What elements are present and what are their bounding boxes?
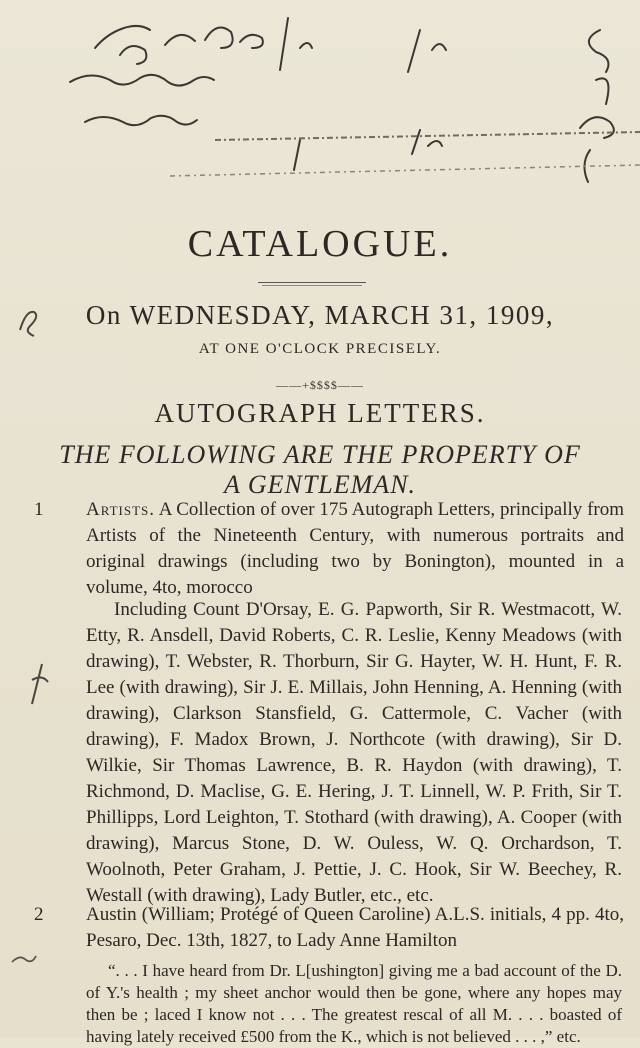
- margin-pencil-mark: [22, 660, 54, 710]
- margin-pencil-mark: [8, 950, 38, 970]
- lot-text: A.L.S. initials, 4 pp. 4to, Pesaro, Dec. 13th, 1827, to Lady Anne Hamilton: [86, 904, 624, 951]
- sale-date: On WEDNESDAY, MARCH 31, 1909,: [85, 300, 555, 330]
- lot-entry: [34, 902, 624, 954]
- lot-includes: Including Count D'Orsay, E. G. Papworth, Sir R. Westmacott, W. Etty, R. Ansdell, David Roberts, C. R. Leslie, Kenny Meadows (with drawing), T. Webster, R. Thorburn, Sir G. Hayter, W. H. Hunt, F. R. Lee (with drawing), Sir J. E. Millais, John Henning, A. Henning (with drawing), Clarkson Stansfield, G. Cattermole, C. Vacher (with drawing), F. Madox Brown, J. Northcote (with drawing), Sir D. Wilkie, Sir Thomas Lawrence, B. R. Haydon (with drawing), T. Richmond, D. Maclise, G. E. Hering, J. T. Linnell, W. P. Frith, Sir T. Phillipps, Lord Leighton, T. Stothard (with drawing), A. Cooper (with drawing), Marcus Stone, D. W. Ouless, W. Q. Orchardson, T. Woolnoth, Peter Graham, J. Pettie, J. C. Hook, Sir W. Beechey, R. Westall (with drawing), Lady Butler, etc., etc.: [86, 599, 622, 906]
- lot-text: A Collection of over 175 Autograph Letters, principally from Artists of the Nineteenth Century, with numerous portraits and original drawings (including two by Bonington), mounted in a volume, 4to, morocco: [86, 499, 624, 598]
- property-line-1: THE FOLLOWING ARE THE PROPERTY OF: [59, 440, 581, 469]
- lot-description: [86, 902, 624, 954]
- handwritten-annotations: [0, 0, 640, 215]
- sale-time: AT ONE O'CLOCK PRECISELY.: [198, 341, 442, 357]
- title-rule-secondary: [262, 285, 362, 286]
- lot-heading: Artists.: [86, 499, 156, 520]
- section-title: AUTOGRAPH LETTERS.: [154, 398, 486, 428]
- lot-number: 2: [34, 904, 44, 925]
- property-line-2: A GENTLEMAN.: [223, 470, 417, 499]
- lot-heading: Austin (William; Protégé of Queen Caroline): [86, 904, 431, 925]
- title-rule: [258, 282, 366, 283]
- catalogue-title: CATALOGUE.: [187, 223, 453, 265]
- lot-description: [86, 497, 624, 601]
- lot-number: 1: [34, 499, 44, 520]
- margin-pencil-mark: [14, 306, 42, 338]
- lot-quote: “. . . I have heard from Dr. L[ushington] giving me a bad account of the D. of Y.'s health ; my sheet anchor would then be gone, where any hopes may then be ; laced I know not . . . The greatest rescal of all M. . . . boasted of having lately received £500 from the K., which is not believed . . . ,” etc.: [86, 961, 622, 1046]
- ornament-divider: ——+$$$$——: [276, 378, 364, 392]
- lot-entry: [34, 497, 624, 601]
